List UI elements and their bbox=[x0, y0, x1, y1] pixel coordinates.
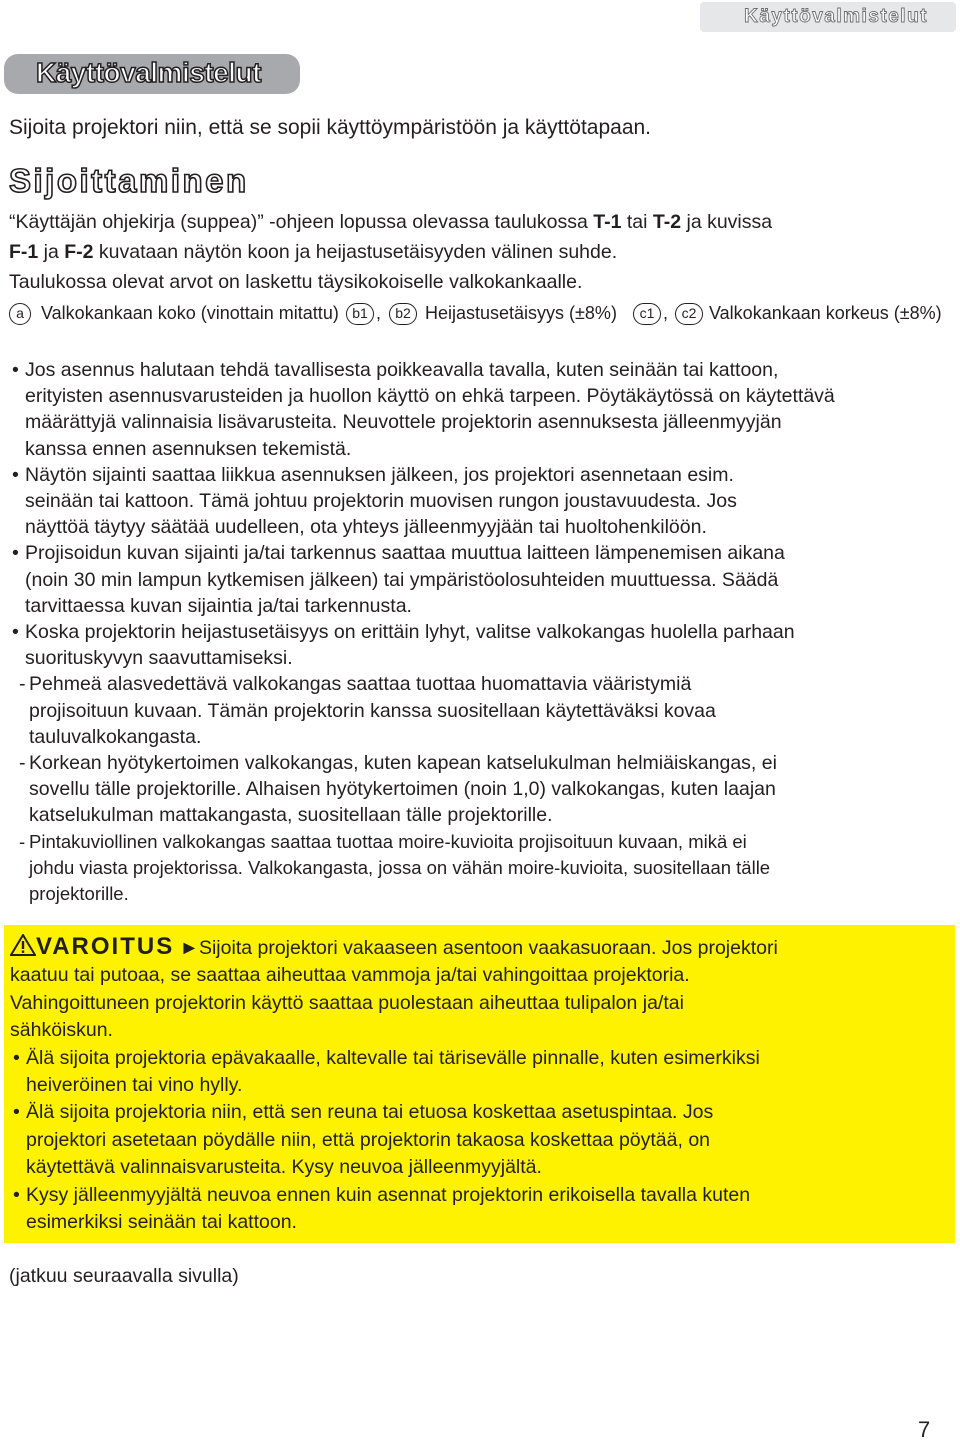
screen-note-2: - Korkean hyötykertoimen valkokangas, kuten kapean katselukulman helmiäiskangas, ei sovellu tälle projektorille. Alhaisen hyötykertoimen (noin 1,0) valkokangas, kuten laajan katselukulman mattakangasta, suositellaan tälle projektorille. bbox=[19, 752, 777, 827]
running-header bbox=[700, 2, 956, 32]
bullet-dot: • bbox=[12, 542, 19, 565]
bullet-dot: • bbox=[12, 463, 19, 486]
legend-comma-1: , bbox=[376, 303, 382, 323]
marker-b1: b1 bbox=[346, 303, 374, 325]
note-bullet-3: • Projisoidun kuvan sijainti ja/tai tarkennus saattaa muuttua laitteen lämpenemisen aikana (noin 30 min lampun kytkemisen jälkeen) tai ympäristöolosuhteiden muuttuessa. Säädä tarvittaessa kuvan sijaintia ja/tai tarkennusta. bbox=[12, 542, 785, 617]
warning-label: VAROITUS bbox=[36, 933, 175, 960]
warning-intro-line-1: VAROITUS ►Sijoita projektori vakaaseen asentoon vaakasuoraan. Jos projektori bbox=[10, 933, 950, 962]
bullet-dot: • bbox=[12, 359, 19, 381]
legend-a-text: Valkokankaan koko (vinottain mitattu) bbox=[41, 303, 339, 323]
continued-note: (jatkuu seuraavalla sivulla) bbox=[9, 1265, 239, 1287]
placement-notes bbox=[9, 357, 949, 907]
warning-arrow: ► bbox=[179, 937, 199, 959]
warning-box bbox=[4, 925, 955, 1243]
bullet-dot: • bbox=[13, 1101, 20, 1124]
warning-bullet-1: • Älä sijoita projektoria epävakaalle, kaltevalle tai tärisevälle pinnalle, kuten esimerkiksi heiveröinen tai vino hylly. bbox=[13, 1046, 760, 1097]
bullet-dot: • bbox=[12, 621, 19, 644]
screen-note-1: - Pehmeä alasvedettävä valkokangas saattaa tuottaa huomattavia vääristymiä projisoituun kuvaan. Tämän projektorin kanssa suositellaan käytettäväksi kovaa tauluvalkokangasta. bbox=[19, 673, 716, 748]
paragraph-line-3: Taulukossa olevat arvot on laskettu täysikokoiselle valkokankaalle. bbox=[9, 271, 583, 293]
legend-c-text: Valkokankaan korkeus (±8%) bbox=[709, 303, 942, 323]
note-bullet-2: • Näytön sijainti saattaa liikkua asennuksen jälkeen, jos projektori asennetaan esim. seinään tai kattoon. Tämä johtuu projektorin muovisen rungon joustavuudesta. Jos näyttöä täytyy säätää uudelleen, ota yhteys jälleenmyyjään tai huoltohenkilöön. bbox=[12, 463, 737, 539]
warning-triangle-icon bbox=[10, 934, 36, 956]
placement-heading: Sijoittaminen bbox=[9, 162, 249, 199]
legend-b-text: Heijastusetäisyys (±8%) bbox=[425, 303, 617, 323]
paragraph-line-2: F-1 ja F-2 kuvataan näytön koon ja heijastusetäisyyden välinen suhde. bbox=[9, 241, 618, 263]
marker-b2: b2 bbox=[389, 303, 417, 325]
marker-a: a bbox=[9, 303, 31, 325]
paragraph-line-1: “Käyttäjän ohjekirja (suppea)” -ohjeen lopussa olevassa taulukossa T-1 tai T-2 ja kuvissa bbox=[9, 211, 773, 233]
warning-bullet-3: • Kysy jälleenmyyjältä neuvoa ennen kuin asennat projektorin erikoisella tavalla kuten esimerkiksi seinään tai kattoon. bbox=[13, 1183, 751, 1234]
dash-mark: - bbox=[19, 752, 26, 775]
bullet-dot: • bbox=[13, 1183, 20, 1206]
placement-paragraph bbox=[9, 207, 949, 297]
marker-c2: c2 bbox=[675, 303, 703, 325]
running-header-title: Käyttövalmistelut bbox=[744, 6, 928, 27]
warning-bullet-2: • Älä sijoita projektoria niin, että sen reuna tai etuosa koskettaa asetuspintaa. Jos projektori asetetaan pöydälle niin, että projektorin takaosa koskettaa pöytää, on käytettävä valinnaisvarusteita. Kysy neuvoa jälleenmyyjältä. bbox=[13, 1101, 714, 1179]
note-bullet-4: • Koska projektorin heijastusetäisyys on erittäin lyhyt, valitse valkokangas huolella parhaan suorituskyvyn saavuttamiseksi. bbox=[12, 621, 795, 670]
legend-comma-2: , bbox=[663, 303, 669, 323]
section-title-pill bbox=[4, 54, 300, 94]
page-number: 7 bbox=[918, 1417, 931, 1442]
dash-mark: - bbox=[19, 830, 26, 852]
dash-mark: - bbox=[19, 673, 26, 696]
section-title: Käyttövalmistelut bbox=[36, 57, 261, 88]
note-bullet-1: • Jos asennus halutaan tehdä tavallisesta poikkeavalla tavalla, kuten seinään tai kattoon, erityisten asennusvarusteiden ja huollon käyttö on ehkä tarpeen. Pöytäkäytössä on käytettävä määrättyjä valinnaisia lisävarusteita. Neuvottele projektorin asennuksesta jälleenmyyjän kanssa ennen asennuksen tekemistä. bbox=[12, 359, 835, 460]
section-intro: Sijoita projektori niin, että se sopii käyttöympäristöön ja käyttötapaan. bbox=[9, 116, 652, 139]
screen-note-3: - Pintakuviollinen valkokangas saattaa tuottaa moire-kuvioita projisoituun kuvaan, mikä ei johdu viasta projektorissa. Valkokangasta, jossa on vähän moire-kuvioita, suositellaan tälle projektorille. bbox=[19, 830, 771, 905]
figure-legend bbox=[9, 301, 954, 329]
warning-content: VAROITUS ►Sijoita projektori vakaaseen asentoon vaakasuoraan. Jos projektori kaatuu tai putoaa, se saattaa aiheuttaa vammoja ja/tai vahingoittaa projektoria. Vahingoittuneen projektorin käyttö saattaa puolestaan aiheuttaa tulipalon ja/tai sähköiskun. • Älä sijoita projektoria epävakaalle, kaltevalle tai tärisevälle pinnalle, kuten esimerkiksi heiveröinen tai vino hylly. • Älä sijoita projektoria niin, että sen reuna tai etuosa koskettaa asetuspintaa. Jos projektori asetetaan pöydälle niin, että projektorin takaosa koskettaa pöytää, on käytettävä valinnaisvarusteita. Kysy neuvoa jälleenmyyjältä. • Kysy jälleenmyyjältä neuvoa ennen kuin asennat projektorin erikoisella tavalla kuten esimerkiksi seinään tai kattoon. bbox=[10, 933, 950, 1236]
bullet-dot: • bbox=[13, 1046, 20, 1069]
marker-c1: c1 bbox=[633, 303, 661, 325]
